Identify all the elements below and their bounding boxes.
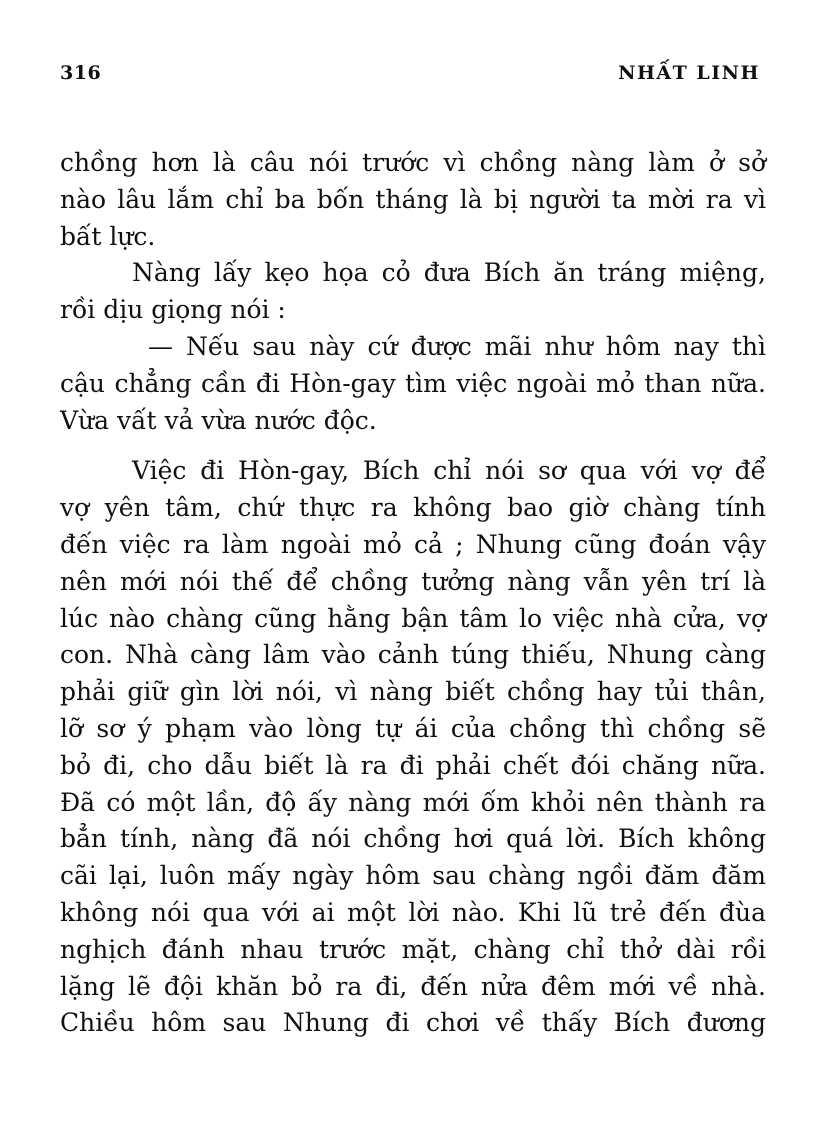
- text-line: Chiều hôm sau Nhung đi chơi về thấy Bích đương: [60, 1008, 766, 1038]
- text-line: bỏ đi, cho dẫu biết là ra đi phải chết đói chăng nữa.: [60, 750, 766, 780]
- text-line: không nói qua với ai một lời nào. Khi lũ trẻ đến đùa: [60, 897, 766, 927]
- text-line: — Nếu sau này cứ được mãi như hôm nay thì: [148, 331, 766, 361]
- text-line: lỡ sơ ý phạm vào lòng tự ái của chồng thì chồng sẽ: [60, 713, 766, 743]
- text-line: cãi lại, luôn mấy ngày hôm sau chàng ngồi đăm đăm: [60, 861, 766, 891]
- text-line: bẳn tính, nàng đã nói chồng hơi quá lời. Bích không: [60, 824, 766, 854]
- text-line: chồng hơn là câu nói trước vì chồng nàng làm ở sở: [60, 148, 766, 177]
- paragraph: [60, 145, 766, 255]
- text-line: lúc nào chàng cũng hằng bận tâm lo việc nhà cửa, vợ: [60, 603, 766, 633]
- text-line: Đã có một lần, độ ấy nàng mới ốm khỏi nên thành ra: [60, 787, 766, 817]
- text-line: Nàng lấy kẹo họa cỏ đưa Bích ăn tráng miệng,: [132, 258, 766, 288]
- running-title: NHẤT LINH: [618, 62, 760, 84]
- text-line: rồi dịu giọng nói :: [60, 295, 286, 325]
- text-line: nghịch đánh nhau trước mặt, chàng chỉ thở dài rồi: [60, 934, 766, 964]
- paragraph: [60, 329, 766, 439]
- text-line: phải giữ gìn lời nói, vì nàng biết chồng hay tủi thân,: [60, 677, 766, 707]
- paragraph: [60, 453, 766, 1042]
- page-number: 316: [60, 62, 102, 84]
- text-line: con. Nhà càng lâm vào cảnh túng thiếu, Nhung càng: [60, 640, 766, 670]
- text-line: lặng lẽ đội khăn bỏ ra đi, đến nửa đêm mới về nhà.: [60, 971, 766, 1001]
- text-line: cậu chẳng cần đi Hòn-gay tìm việc ngoài mỏ than nữa.: [60, 368, 766, 398]
- text-line: bất lực.: [60, 221, 156, 251]
- text-line: nào lâu lắm chỉ ba bốn tháng là bị người ta mời ra vì: [60, 184, 766, 214]
- text-line: đến việc ra làm ngoài mỏ cả ; Nhung cũng đoán vậy: [60, 529, 766, 559]
- text-line: Việc đi Hòn-gay, Bích chỉ nói sơ qua với vợ để: [132, 456, 766, 486]
- paragraph: [60, 255, 766, 329]
- body-text: [60, 145, 766, 1042]
- text-line: nên mới nói thế để chồng tưởng nàng vẫn yên trí là: [60, 566, 766, 596]
- paragraph-spacing: [60, 439, 766, 453]
- running-header: [60, 62, 760, 90]
- text-line: vợ yên tâm, chứ thực ra không bao giờ chàng tính: [60, 493, 766, 523]
- text-line: Vừa vất vả vừa nước độc.: [60, 405, 377, 435]
